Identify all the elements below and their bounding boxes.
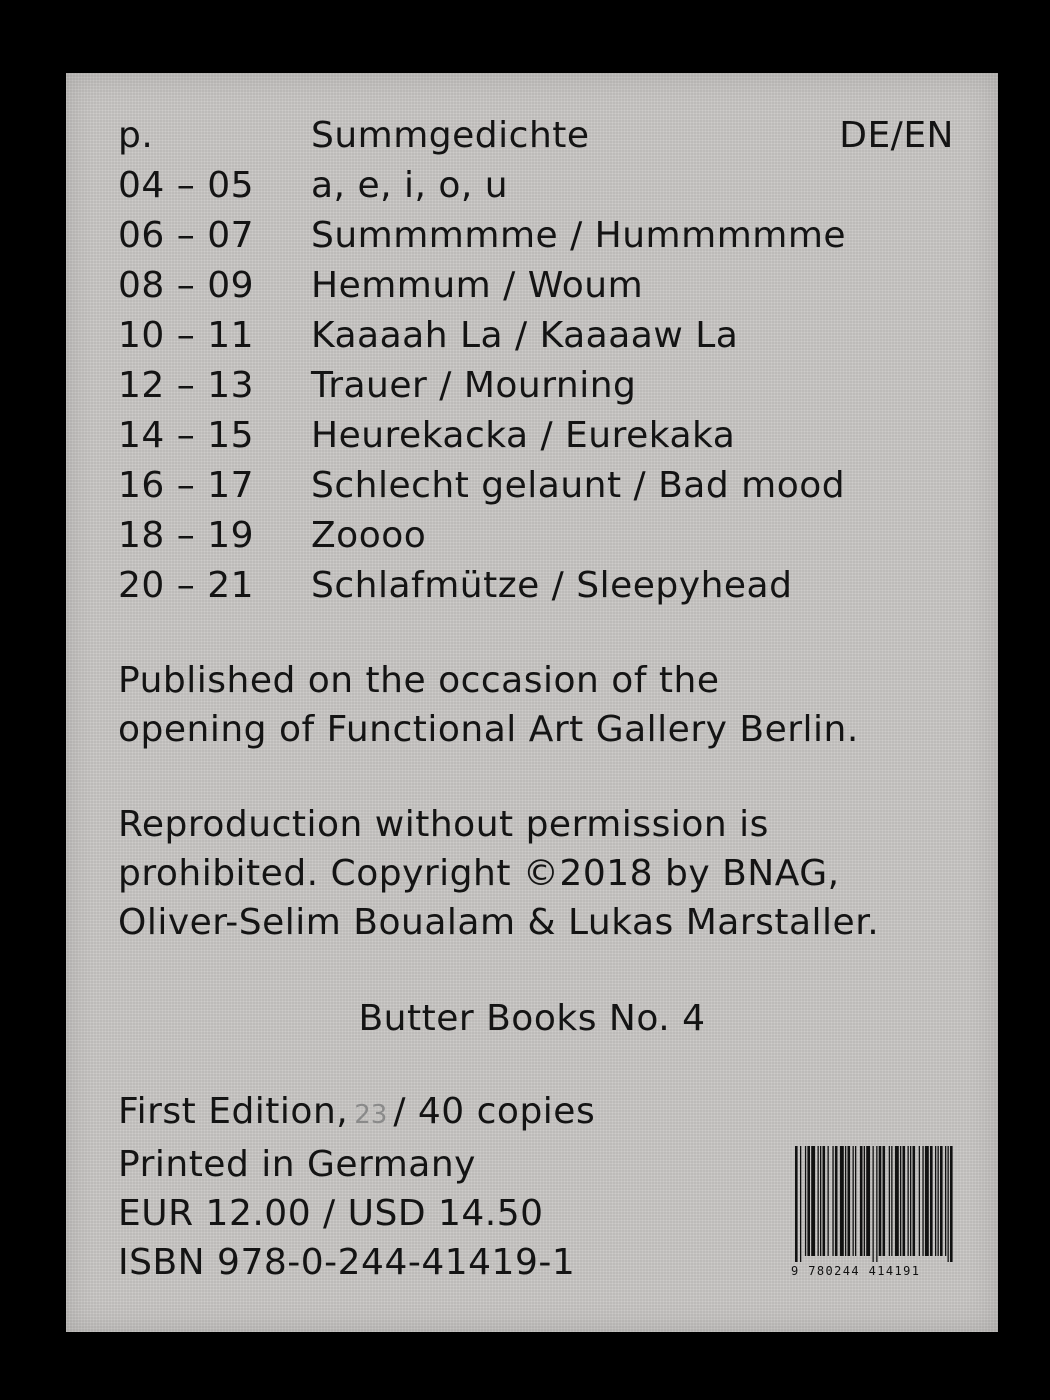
toc-row (118, 411, 958, 461)
barcode-bar (922, 1146, 923, 1256)
toc-title: Kaaaah La / Kaaaaw La (311, 315, 739, 356)
barcode-bar (950, 1146, 953, 1262)
toc-pages: 14 – 15 (118, 415, 255, 456)
copyright-note (118, 800, 879, 947)
barcode-bar (895, 1146, 899, 1256)
toc-title: Summmmme / Hummmmme (311, 215, 847, 256)
copyright-line: prohibited. Copyright ©2018 by BNAG, (118, 853, 840, 894)
barcode-bar (807, 1146, 810, 1256)
copyright-line: Reproduction without permission is (118, 804, 769, 845)
barcode-bar (853, 1146, 854, 1256)
barcode-bar (864, 1146, 865, 1256)
toc-title: Heurekacka / Eurekaka (311, 415, 736, 456)
barcode-bar (795, 1146, 798, 1262)
barcode-bar (930, 1146, 933, 1256)
toc-row (118, 311, 958, 361)
toc-header (118, 111, 954, 161)
edition-info (118, 1087, 595, 1287)
barcode-bar (840, 1146, 844, 1256)
barcode-bar (820, 1146, 821, 1256)
barcode-bar (919, 1146, 920, 1256)
copyright-line: Oliver-Selim Boualam & Lukas Marstaller. (118, 902, 880, 943)
price-line: EUR 12.00 / USD 14.50 (118, 1193, 544, 1234)
barcode-bar (845, 1146, 846, 1256)
printed-line: Printed in Germany (118, 1144, 476, 1185)
barcode-bar (925, 1146, 929, 1256)
toc-row (118, 511, 958, 561)
toc-title: Hemmum / Woum (311, 265, 644, 306)
toc-row (118, 211, 958, 261)
barcode-bar (818, 1146, 819, 1256)
toc-row (118, 361, 958, 411)
barcode-bar (823, 1146, 826, 1256)
barcode-bar (883, 1146, 886, 1256)
toc-pages: 18 – 19 (118, 515, 255, 556)
page-column-label: p. (118, 115, 154, 156)
toc-row (118, 461, 958, 511)
barcode-bar (938, 1146, 939, 1256)
barcode-bar (835, 1146, 838, 1256)
barcode-bar (910, 1146, 911, 1256)
toc-pages: 08 – 09 (118, 265, 255, 306)
toc-pages: 10 – 11 (118, 315, 255, 356)
toc-pages: 06 – 07 (118, 215, 255, 256)
book-title: Summgedichte (311, 115, 590, 156)
edition-prefix: First Edition, (118, 1091, 349, 1132)
isbn-barcode (791, 1146, 955, 1278)
barcode-bar (900, 1146, 901, 1256)
isbn-line: ISBN 978-0-244-41419-1 (118, 1242, 576, 1283)
barcode-bar (860, 1146, 863, 1256)
barcode-bar (828, 1146, 829, 1256)
toc-pages: 16 – 17 (118, 465, 255, 506)
barcode-bar (866, 1146, 870, 1256)
toc-title: a, e, i, o, u (311, 165, 509, 206)
handwritten-copy-number: 23 (354, 1100, 388, 1130)
barcode-bar (805, 1146, 806, 1256)
edition-line (118, 1087, 595, 1140)
edition-suffix: / 40 copies (393, 1091, 596, 1132)
publication-note (118, 656, 859, 754)
barcode-bar (913, 1146, 916, 1256)
toc-title: Schlecht gelaunt / Bad mood (311, 465, 846, 506)
barcode-bar (855, 1146, 856, 1256)
barcode-bar (948, 1146, 949, 1262)
toc-pages: 04 – 05 (118, 165, 255, 206)
toc-pages: 12 – 13 (118, 365, 255, 406)
barcode-bar (811, 1146, 815, 1256)
barcode-bar (873, 1146, 874, 1262)
barcode-bar (800, 1146, 801, 1262)
series-label: Butter Books No. 4 (358, 998, 706, 1039)
toc-title: Schlafmütze / Sleepyhead (311, 565, 793, 606)
language-label: DE/EN (839, 115, 954, 156)
barcode-bar (903, 1146, 906, 1256)
barcode-bars (791, 1146, 955, 1262)
toc-title: Trauer / Mourning (311, 365, 637, 406)
barcode-bar (832, 1146, 833, 1256)
publication-line: opening of Functional Art Gallery Berlin. (118, 709, 859, 750)
book-back-cover (66, 73, 998, 1332)
barcode-bar (889, 1146, 890, 1256)
publication-line: Published on the occasion of the (118, 660, 720, 701)
barcode-bar (876, 1146, 877, 1262)
barcode-digits: 9 780244 414191 (791, 1264, 921, 1278)
barcode-bar (935, 1146, 936, 1256)
toc-row (118, 561, 958, 611)
barcode-bar (908, 1146, 909, 1256)
toc-title: Zoooo (311, 515, 427, 556)
barcode-bar (945, 1146, 946, 1256)
barcode-bar (891, 1146, 892, 1256)
barcode-bar (879, 1146, 882, 1256)
toc-row (118, 261, 958, 311)
barcode-bar (848, 1146, 851, 1256)
toc-pages: 20 – 21 (118, 565, 255, 606)
table-of-contents (118, 161, 958, 611)
barcode-bar (940, 1146, 943, 1256)
toc-row (118, 161, 958, 211)
